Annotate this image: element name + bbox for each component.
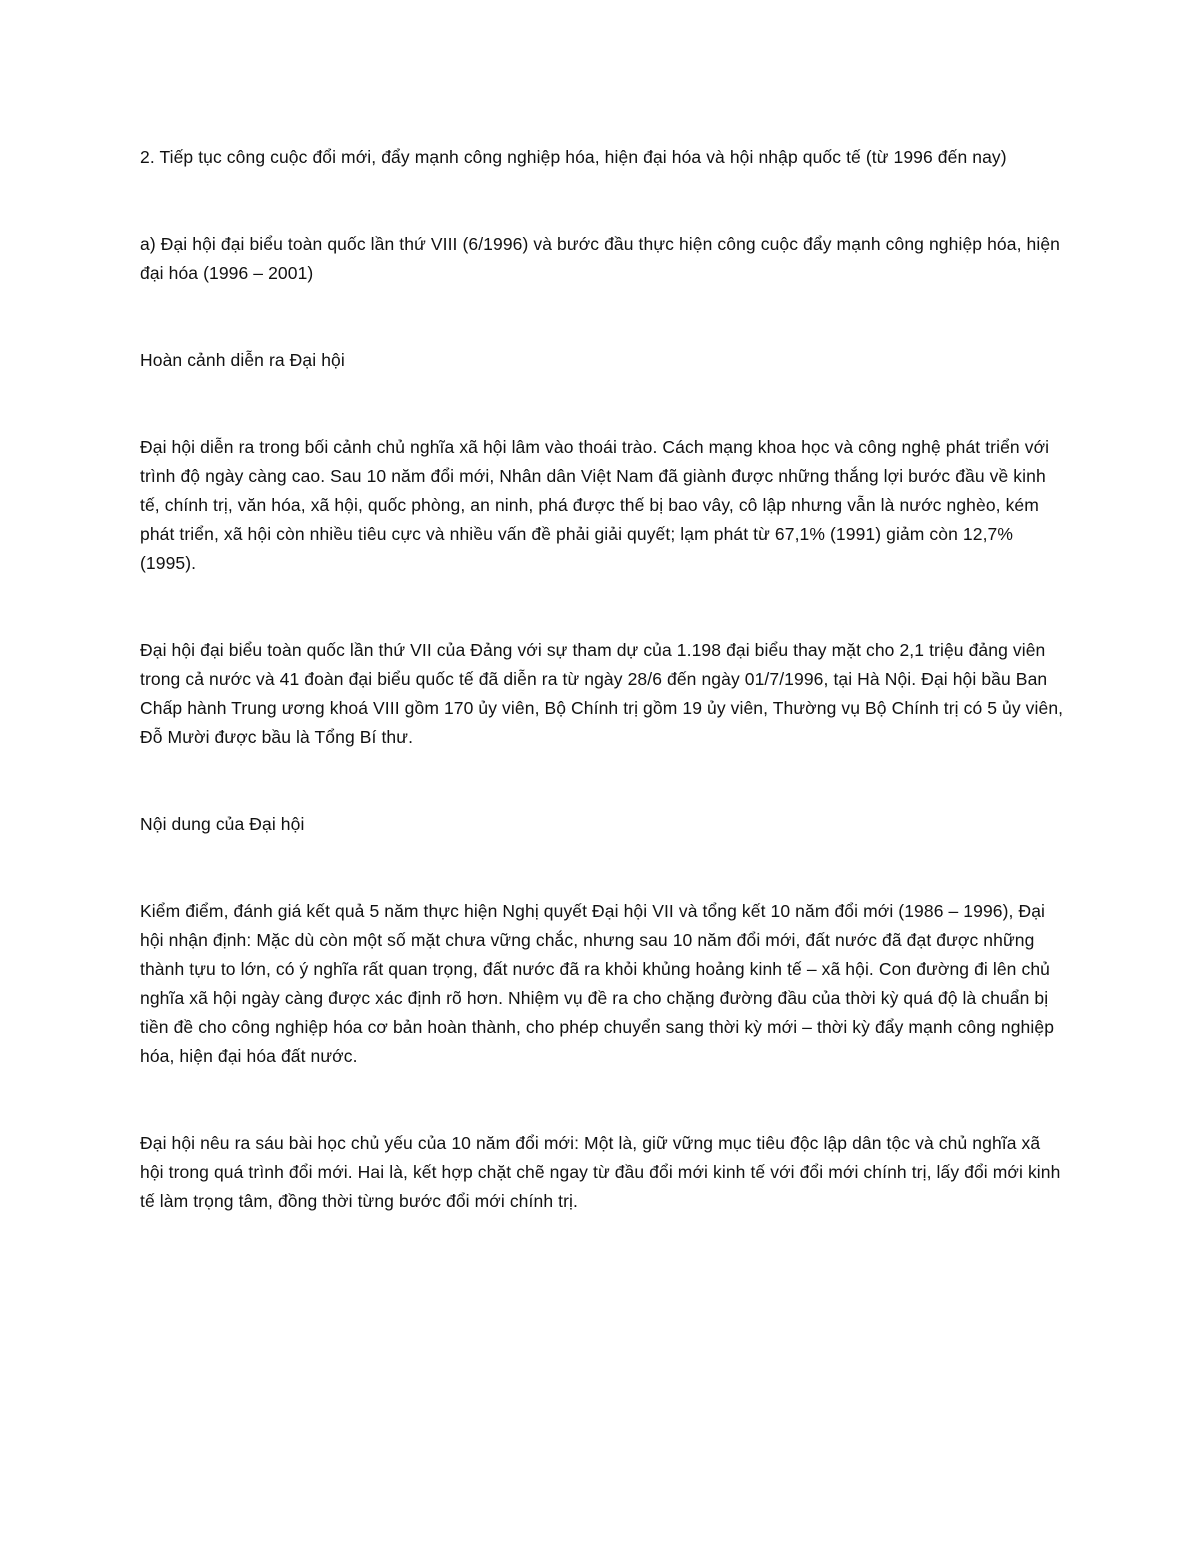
context-paragraph: Đại hội diễn ra trong bối cảnh chủ nghĩa xã hội lâm vào thoái trào. Cách mạng khoa học và công nghệ phát triển với trình độ ngày càng cao. Sau 10 năm đổi mới, Nhân dân Việt Nam đã giành được những thắng lợi bước đầu về kinh tế, chính trị, văn hóa, xã hội, quốc phòng, an ninh, phá được thế bị bao vây, cô lập nhưng vẫn là nước nghèo, kém phát triển, xã hội còn nhiều tiêu cực và nhiều vấn đề phải giải quyết; lạm phát từ 67,1% (1991) giảm còn 12,7% (1995).: [140, 437, 1050, 573]
section-heading: 2. Tiếp tục công cuộc đổi mới, đẩy mạnh công nghiệp hóa, hiện đại hóa và hội nhập quốc tế (từ 1996 đến nay): [140, 147, 1007, 167]
context-heading: Hoàn cảnh diễn ra Đại hội: [140, 350, 345, 370]
subsection-heading: a) Đại hội đại biểu toàn quốc lần thứ VIII (6/1996) và bước đầu thực hiện công cuộc đẩy mạnh công nghiệp hóa, hiện đại hóa (1996 – 2001): [140, 234, 1060, 283]
assessment-paragraph: Kiểm điểm, đánh giá kết quả 5 năm thực hiện Nghị quyết Đại hội VII và tổng kết 10 năm đổi mới (1986 – 1996), Đại hội nhận định: Mặc dù còn một số mặt chưa vững chắc, nhưng sau 10 năm đổi mới, đất nước đã đạt được những thành tựu to lớn, có ý nghĩa rất quan trọng, đất nước đã ra khỏi khủng hoảng kinh tế – xã hội. Con đường đi lên chủ nghĩa xã hội ngày càng được xác định rõ hơn. Nhiệm vụ đề ra cho chặng đường đầu của thời kỳ quá độ là chuẩn bị tiền đề cho công nghiệp hóa cơ bản hoàn thành, cho phép chuyển sang thời kỳ mới – thời kỳ đẩy mạnh công nghiệp hóa, hiện đại hóa đất nước.: [140, 901, 1055, 1066]
document-body: [140, 143, 1065, 1274]
congress-paragraph: Đại hội đại biểu toàn quốc lần thứ VII của Đảng với sự tham dự của 1.198 đại biểu thay mặt cho 2,1 triệu đảng viên trong cả nước và 41 đoàn đại biểu quốc tế đã diễn ra từ ngày 28/6 đến ngày 01/7/1996, tại Hà Nội. Đại hội bầu Ban Chấp hành Trung ương khoá VIII gồm 170 ủy viên, Bộ Chính trị gồm 19 ủy viên, Thường vụ Bộ Chính trị có 5 ủy viên, Đỗ Mười được bầu là Tổng Bí thư.: [140, 640, 1064, 747]
content-heading: Nội dung của Đại hội: [140, 814, 305, 834]
lessons-paragraph: Đại hội nêu ra sáu bài học chủ yếu của 10 năm đổi mới: Một là, giữ vững mục tiêu độc lập dân tộc và chủ nghĩa xã hội trong quá trình đổi mới. Hai là, kết hợp chặt chẽ ngay từ đầu đổi mới kinh tế với đổi mới chính trị, lấy đổi mới kinh tế làm trọng tâm, đồng thời từng bước đổi mới chính trị.: [140, 1133, 1061, 1211]
